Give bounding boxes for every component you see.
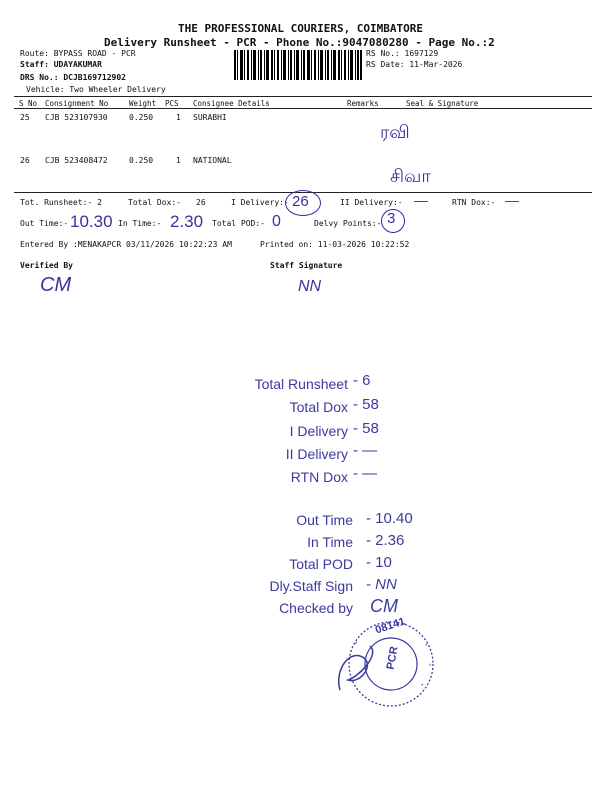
stamp-branch: PCR bbox=[384, 645, 401, 671]
row-consignee: SURABHI bbox=[193, 113, 227, 122]
summary-label: Total Dox bbox=[289, 399, 348, 415]
row-weight: 0.250 bbox=[129, 156, 154, 165]
col-consignee: Consignee Details bbox=[193, 99, 270, 108]
col-remarks: Remarks bbox=[347, 99, 379, 108]
route-label: Route: BYPASS ROAD - PCR bbox=[20, 49, 136, 58]
row-weight: 0.250 bbox=[129, 113, 154, 122]
summary-value: - — bbox=[353, 442, 378, 459]
runsheet-subtitle: Delivery Runsheet - PCR - Phone No.:9047080280 - Page No.:2 bbox=[104, 36, 495, 49]
row-signature: சிவா bbox=[390, 166, 431, 186]
total-dox-label: Total Dox:- bbox=[128, 198, 181, 207]
table-top-rule bbox=[14, 96, 592, 97]
summary-value: - — bbox=[353, 465, 378, 482]
rs-date: RS Date: 11-Mar-2026 bbox=[366, 60, 463, 69]
staff-signature-label: Staff Signature bbox=[270, 261, 343, 270]
delvy-points-value: 3 bbox=[387, 210, 396, 227]
summary-value: - 2.36 bbox=[366, 532, 405, 549]
col-sno: S No bbox=[19, 99, 38, 108]
rs-number: RS No.: 1697129 bbox=[366, 49, 439, 58]
entered-by: Entered By :MENAKAPCR 03/11/2026 10:22:23 AM bbox=[20, 240, 232, 249]
row-signature: ரவி bbox=[380, 122, 410, 142]
svg-text:*: * bbox=[429, 664, 432, 670]
row-consignment: CJB 523107930 bbox=[45, 113, 108, 122]
svg-text:*: * bbox=[425, 644, 428, 650]
summary-label: I Delivery bbox=[289, 423, 348, 439]
total-pod-value: 0 bbox=[272, 213, 281, 230]
total-pod-label: Total POD:- bbox=[212, 219, 265, 228]
total-dox-value: 26 bbox=[196, 198, 206, 207]
summary-label: Total Runsheet bbox=[254, 376, 348, 392]
col-consignment: Consignment No bbox=[45, 99, 109, 108]
col-pcs: PCS bbox=[165, 99, 179, 108]
tot-runsheet: Tot. Runsheet:- 2 bbox=[20, 198, 102, 207]
row-pcs: 1 bbox=[176, 113, 181, 122]
col-seal-signature: Seal & Signature bbox=[406, 99, 479, 108]
drs-label: DRS No.: DCJB169712902 bbox=[20, 73, 126, 82]
staff-signature: NN bbox=[298, 278, 322, 295]
row-sno: 25 bbox=[20, 113, 30, 122]
summary-label: Checked by bbox=[279, 600, 353, 616]
summary-label: RTN Dox bbox=[290, 469, 348, 485]
rtn-dox-value: — bbox=[505, 192, 519, 208]
summary-value: - 10 bbox=[366, 554, 392, 571]
out-time-label: Out Time:- bbox=[20, 219, 69, 228]
stamp-signature-stroke bbox=[330, 640, 390, 700]
row-pcs: 1 bbox=[176, 156, 181, 165]
stamp-code: 08141 bbox=[373, 615, 407, 637]
row-consignee: NATIONAL bbox=[193, 156, 232, 165]
in-time-value: 2.30 bbox=[170, 212, 204, 231]
summary-value: - 58 bbox=[353, 420, 379, 437]
barcode bbox=[234, 50, 362, 80]
svg-text:*: * bbox=[421, 684, 424, 690]
printed-on: Printed on: 11-03-2026 10:22:52 bbox=[260, 240, 410, 249]
out-time-value: 10.30 bbox=[70, 212, 113, 231]
ii-delivery-label: II Delivery:- bbox=[340, 198, 403, 207]
ii-delivery-value: — bbox=[414, 192, 428, 208]
summary-value: - 6 bbox=[353, 372, 371, 389]
summary-value: CM bbox=[370, 596, 398, 616]
summary-label: Dly.Staff Sign bbox=[269, 578, 353, 594]
company-name: THE PROFESSIONAL COURIERS, COIMBATORE bbox=[178, 22, 424, 35]
rtn-dox-label: RTN Dox:- bbox=[452, 198, 496, 207]
summary-label: In Time bbox=[307, 534, 353, 550]
summary-value: - NN bbox=[366, 576, 397, 593]
vehicle-label: Vehicle: Two Wheeler Delivery bbox=[26, 85, 166, 94]
table-header-rule bbox=[14, 108, 592, 109]
col-weight: Weight bbox=[129, 99, 157, 108]
staff-label: Staff: UDAYAKUMAR bbox=[20, 60, 102, 69]
verified-by-signature: CM bbox=[40, 274, 72, 296]
row-consignment: CJB 523408472 bbox=[45, 156, 108, 165]
summary-value: - 10.40 bbox=[366, 510, 413, 527]
in-time-label: In Time:- bbox=[118, 219, 162, 228]
delvy-points-label: Delvy Points:- bbox=[314, 219, 382, 228]
summary-label: Total POD bbox=[289, 556, 353, 572]
svg-text:*: * bbox=[355, 642, 358, 648]
verified-by-label: Verified By bbox=[20, 261, 73, 270]
row-sno: 26 bbox=[20, 156, 30, 165]
summary-label: Out Time bbox=[296, 512, 353, 528]
summary-label: II Delivery bbox=[285, 446, 348, 462]
i-delivery-value: 26 bbox=[292, 193, 309, 210]
i-delivery-label: I Delivery:- bbox=[231, 198, 289, 207]
summary-value: - 58 bbox=[353, 396, 379, 413]
